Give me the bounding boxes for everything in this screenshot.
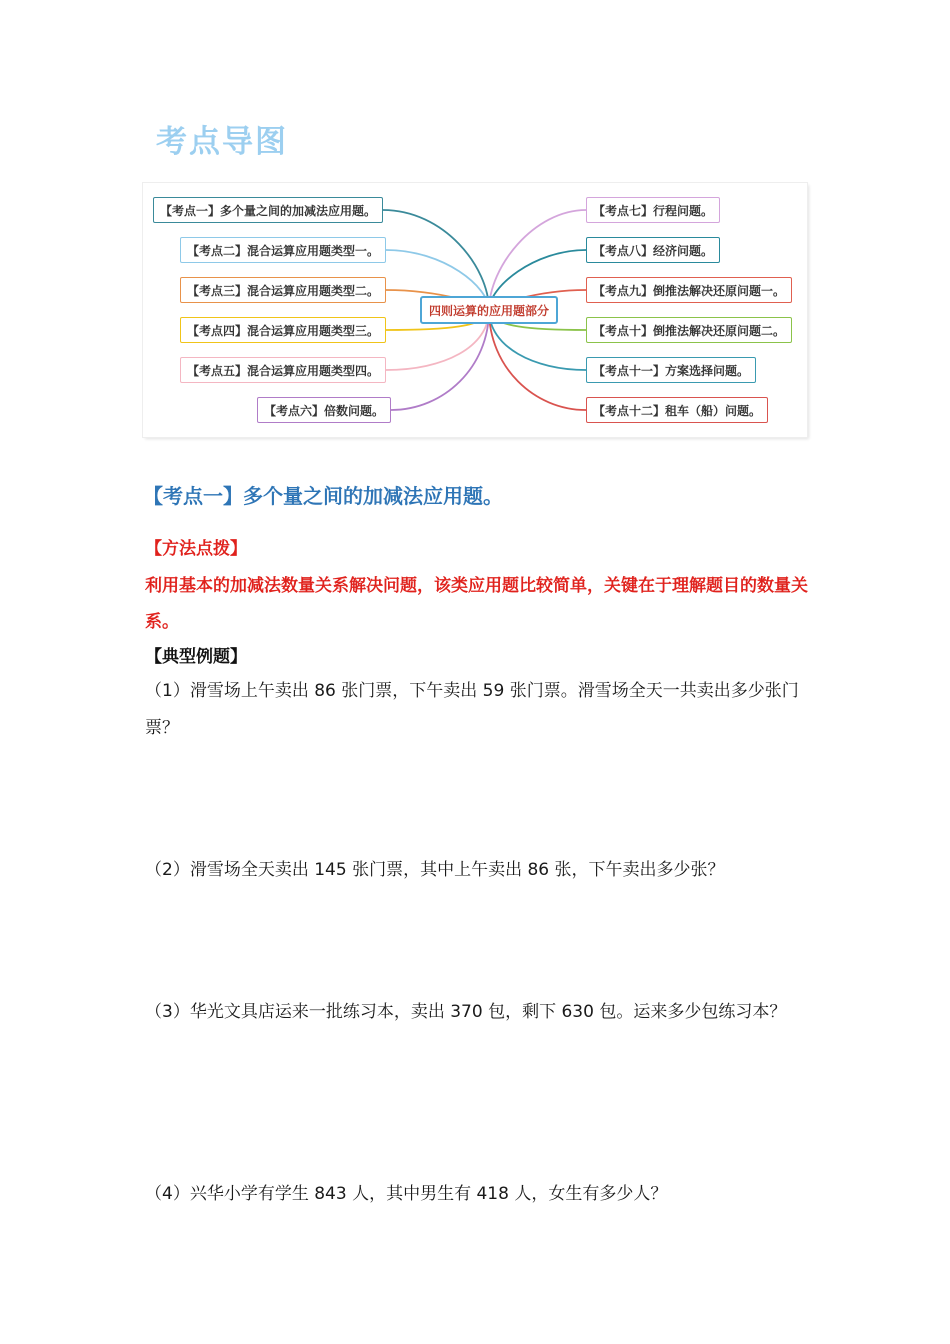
mindmap-node-3: 【考点三】混合运算应用题类型二。 [180,277,386,303]
method-text: 利用基本的加减法数量关系解决问题，该类应用题比较简单，关键在于理解题目的数量关系。 [145,576,808,632]
mindmap-center-node: 四则运算的应用题部分 [420,296,558,324]
mindmap-node-10: 【考点十】倒推法解决还原问题二。 [586,317,792,343]
mindmap-node-11: 【考点十一】方案选择问题。 [586,357,756,383]
example-label: 【典型例题】 [145,647,247,667]
mindmap-node-2: 【考点二】混合运算应用题类型一。 [180,237,386,263]
mindmap-node-8: 【考点八】经济问题。 [586,237,720,263]
mindmap-node-9: 【考点九】倒推法解决还原问题一。 [586,277,792,303]
mindmap-node-4: 【考点四】混合运算应用题类型三。 [180,317,386,343]
question-3: （3）华光文具店运来一批练习本，卖出 370 包，剩下 630 包。运来多少包练习本？ [145,1002,787,1022]
mindmap-node-12: 【考点十二】租车（船）问题。 [586,397,768,423]
question-2: （2）滑雪场全天卖出 145 张门票，其中上午卖出 86 张，下午卖出多少张？ [145,860,725,880]
connector-r-6 [489,310,586,410]
mindmap-node-5: 【考点五】混合运算应用题类型四。 [180,357,386,383]
mindmap [143,183,807,437]
section-title: 【考点一】多个量之间的加减法应用题。 [143,484,503,508]
mindmap-node-7: 【考点七】行程问题。 [586,197,720,223]
question-1: （1）滑雪场上午卖出 86 张门票，下午卖出 59 张门票。滑雪场全天一共卖出多少张门票？ [145,681,799,738]
method-label: 【方法点拨】 [145,539,247,559]
mindmap-node-6: 【考点六】倍数问题。 [257,397,391,423]
page-heading: 考点导图 [156,124,288,160]
mindmap-node-1: 【考点一】多个量之间的加减法应用题。 [153,197,383,223]
question-4: （4）兴华小学有学生 843 人，其中男生有 418 人，女生有多少人？ [145,1184,668,1204]
connector-l-6 [391,310,489,410]
